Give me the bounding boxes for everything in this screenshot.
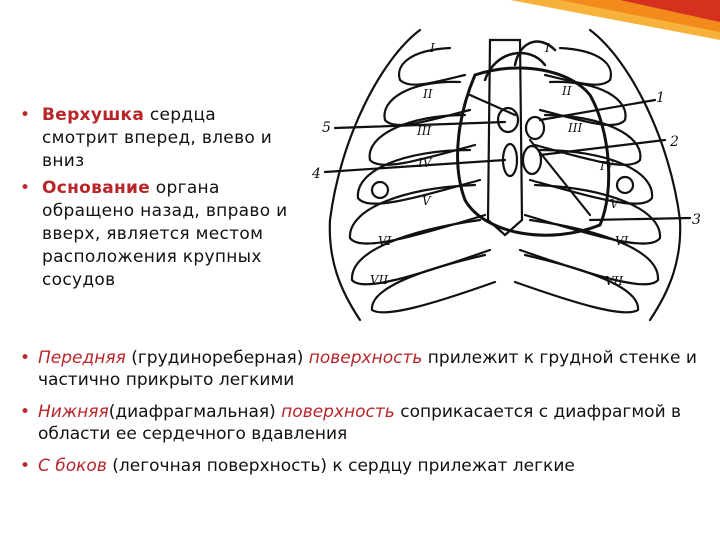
rib-left-7 [372, 255, 495, 312]
term-apex: Верхушка [42, 105, 145, 125]
rib-label: I [545, 41, 550, 55]
text-base: органа обращено назад, вправо и вверх, является местом расположения крупных сосудов [42, 178, 288, 290]
bullet-dot: • [20, 105, 31, 125]
bullet-dot: • [20, 456, 31, 476]
rib-left-5 [350, 185, 485, 244]
bullet-apex [18, 104, 288, 173]
rib-label: VII [370, 273, 389, 287]
bullet-inferior-surface [18, 401, 708, 445]
callout-line-3 [590, 218, 690, 220]
bullet-dot: • [20, 402, 31, 422]
bullet-base [18, 177, 288, 292]
rib-label: I [430, 41, 435, 55]
callout-line-2 [540, 140, 665, 155]
text-anterior: прилежит к грудной стенке и частично прикрыто легкими [38, 348, 697, 390]
rib-label: II [423, 87, 433, 101]
text-inferior: соприкасается с диафрагмой в области ее сердечного вдавления [38, 402, 682, 444]
text-lateral: (легочная поверхность) к сердцу прилежат легкие [112, 456, 575, 476]
term2-inferior: поверхность [281, 402, 395, 422]
callout-line-1 [540, 100, 655, 120]
rib-label: III [568, 121, 583, 135]
term-anterior: Передняя [38, 348, 126, 368]
bullet-dot: • [20, 178, 31, 198]
rib-label: VI [378, 234, 392, 248]
bullet-lateral-surface [18, 455, 708, 477]
bottom-bullet-list [18, 347, 708, 487]
rib-right-1 [545, 48, 611, 85]
callout-label-3: 3 [692, 212, 701, 228]
rib-label: V [610, 197, 619, 211]
callout-label-2: 2 [670, 134, 679, 150]
bullet-anterior-surface [18, 347, 708, 391]
callout-label-5: 5 [322, 120, 331, 136]
middle-anterior: (грудинореберная) [131, 348, 304, 368]
bullet-dot: • [20, 348, 31, 368]
top-bullet-list [18, 104, 288, 296]
rib-label: IV [600, 159, 614, 173]
term2-anterior: поверхность [308, 348, 423, 368]
text-apex: сердца смотрит вперед, влево и вниз [42, 105, 273, 171]
rib-label: IV [418, 156, 432, 170]
rib-label: III [417, 124, 432, 138]
callout-label-1: 1 [656, 90, 665, 106]
term-lateral: С боков [38, 456, 107, 476]
rib-label: VI [615, 234, 629, 248]
callout-line-4 [325, 160, 505, 172]
callout-label-4: 4 [312, 166, 321, 182]
term-base: Основание [42, 178, 151, 198]
nipple-left [372, 182, 388, 198]
rib-label: II [562, 84, 572, 98]
middle-inferior: (диафрагмальная) [108, 402, 276, 422]
nipple-right [617, 177, 633, 193]
rib-label: VII [605, 274, 624, 288]
rib-right-4 [530, 150, 652, 204]
arrow-base [470, 95, 515, 115]
rib-label: V [422, 194, 431, 208]
term-inferior: Нижняя [38, 402, 109, 422]
heart-chest-diagram [300, 20, 710, 340]
